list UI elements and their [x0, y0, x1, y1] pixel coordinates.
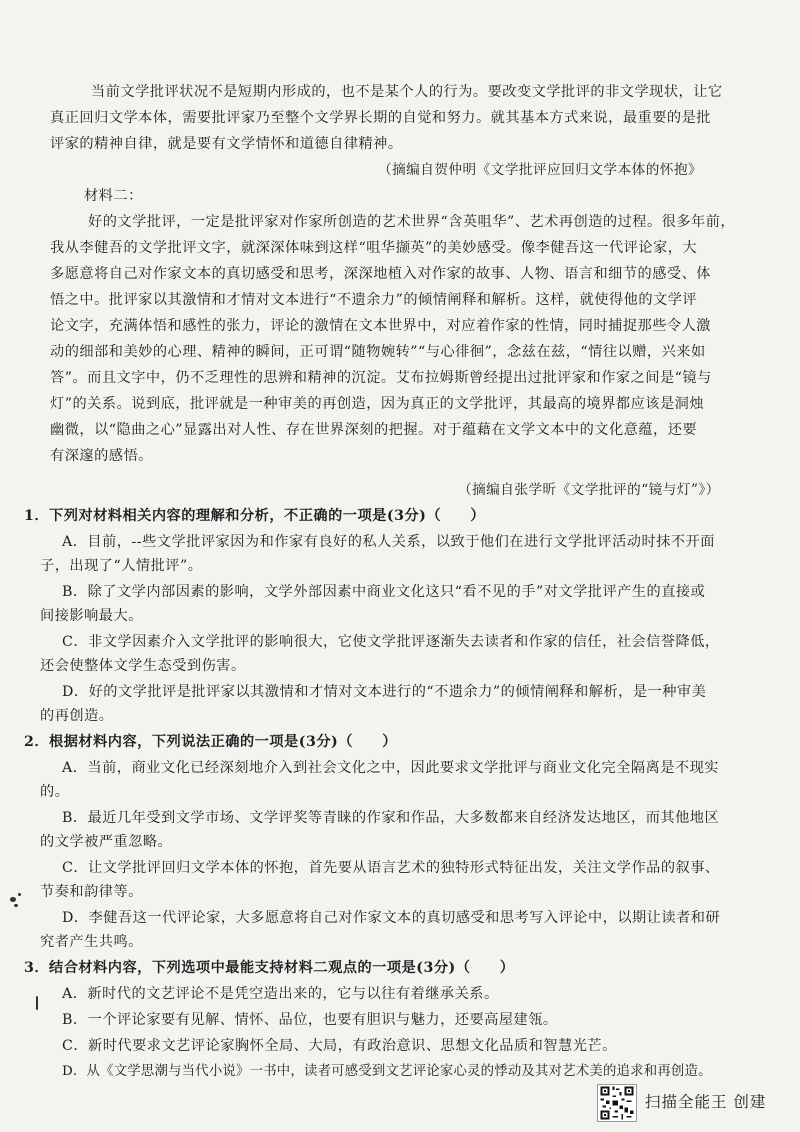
scan-speck [14, 904, 18, 907]
q1-option-c-cont: 还会使整体文学生态受到伤害。 [40, 658, 246, 674]
material2-header: 材料二： [84, 188, 143, 204]
material2-source: （摘编自张学昕《文学批评的“镜与灯”》） [458, 482, 720, 498]
q1-option-a: A．目前，--些文学批评家因为和作家有良好的私人关系，以致于他们在进行文学批评活动时抹不开面 [62, 534, 715, 550]
q2-option-b-cont: 的文学被严重忽略。 [40, 834, 173, 850]
q3-option-a: A．新时代的文艺评论不是凭空造出来的，它与以往有着继承关系。 [62, 986, 499, 1002]
margin-mark [36, 996, 38, 1010]
material2-line: 动的细部和美妙的心理、精神的瞬间，正可谓“随物婉转”“与心徘徊”，念兹在兹，“情往以赠，兴来如 [50, 344, 706, 360]
q1-option-c: C．非文学因素介入文学批评的影响很大，它使文学批评逐渐失去读者和作家的信任，社会信誉降低， [62, 634, 720, 650]
material2-line: 答”。而且文字中，仍不乏理性的思辨和精神的沉淀。艾布拉姆斯曾经提出过批评家和作家之间是“镜与 [50, 370, 712, 386]
material2-line: 我从李健吾的文学批评文字，就深深体味到这样“咀华撷英”的美妙感受。像李健吾这一代评论家，大 [50, 240, 698, 256]
material1-line: 真正回归文学本体，需要批评家乃至整个文学界长期的自觉和努力。就其基本方式来说，最重要的是批 [50, 110, 711, 126]
material2-line: 灯”的关系。说到底，批评就是一种审美的再创造，因为真正的文学批评，其最高的境界都应该是洞烛 [50, 396, 705, 412]
q2-option-b: B．最近几年受到文学市场、文学评奖等青睐的作家和作品，大多数都来自经济发达地区，而其他地区 [62, 810, 720, 826]
q1-option-d: D．好的文学批评是批评家以其激情和才情对文本进行的“不遗余力”的倾情阐释和解析，是一种审美 [62, 684, 707, 700]
q3-option-b: B．一个评论家要有见解、情怀、品位，也要有胆识与魅力，还要高屋建瓴。 [62, 1012, 558, 1028]
watermark-text: 扫描全能王 创建 [645, 1093, 767, 1111]
question-2-stem: 2．根据材料内容，下列说法正确的一项是(3分)（ ） [24, 734, 397, 750]
qr-code-icon [597, 1084, 637, 1122]
q3-option-d: D．从《文学思潮与当代小说》一书中，读者可感受到文艺评论家心灵的悸动及其对艺术美的追求和再创造。 [62, 1064, 712, 1079]
question-1-stem: 1．下列对材料相关内容的理解和分析，不正确的一项是(3分)（ ） [24, 508, 486, 524]
scan-speck [18, 893, 21, 896]
material2-line: 好的文学批评，一定是批评家对作家所创造的艺术世界“含英咀华”、艺术再创造的过程。很多年前， [88, 214, 736, 230]
q1-option-b-cont: 间接影响最大。 [40, 608, 143, 624]
q2-option-c: C．让文学批评回归文学本体的怀抱，首先要从语言艺术的独特形式特征出发，关注文学作品的叙事、 [62, 860, 720, 876]
scan-speck [10, 897, 16, 902]
material1-line: 评家的精神自律，就是要有文学情怀和道德自律精神。 [50, 136, 403, 152]
q2-option-a: A．当前，商业文化已经深刻地介入到社会文化之中，因此要求文学批评与商业文化完全隔离是不现实 [62, 760, 719, 776]
material2-line: 悟之中。批评家以其激情和才情对文本进行“不遗余力”的倾情阐释和解析。这样，就使得他的文学评 [50, 292, 698, 308]
material2-line: 多愿意将自己对作家文本的真切感受和思考，深深地植入对作家的故事、人物、语言和细节的感受、体 [50, 266, 711, 282]
question-3-stem: 3．结合材料内容，下列选项中最能支持材料二观点的一项是(3分)（ ） [24, 960, 515, 976]
material2-line: 幽微，以“隐曲之心”显露出对人性、存在世界深刻的把握。对于蕴藉在文学文本中的文化意蕴，还要 [50, 422, 698, 438]
q1-option-a-cont: 子，出现了“人情批评”。 [40, 558, 203, 574]
material2-line: 论文字，充满体悟和感性的张力，评论的激情在文本世界中，对应着作家的性情，同时捕捉那些令人激 [50, 318, 711, 334]
q2-option-a-cont: 的。 [40, 784, 70, 800]
material1-source: （摘编自贺仲明《文学批评应回归文学本体的怀抱》 [378, 162, 703, 178]
q2-option-d: D．李健吾这一代评论家，大多愿意将自己对作家文本的真切感受和思考写入评论中，以期让读者和研 [62, 910, 721, 926]
material1-line: 当前文学批评状况不是短期内形成的，也不是某个人的行为。要改变文学批评的非文学现状，让它 [91, 84, 723, 100]
q2-option-d-cont: 究者产生共鸣。 [40, 934, 143, 950]
q1-option-d-cont: 的再创造。 [40, 708, 114, 724]
q1-option-b: B．除了文学内部因素的影响，文学外部因素中商业文化这只“看不见的手”对文学批评产生的直接或 [62, 584, 706, 600]
material2-line: 有深邃的感悟。 [50, 448, 153, 464]
q3-option-c: C．新时代要求文艺评论家胸怀全局、大局，有政治意识、思想文化品质和智慧光芒。 [62, 1038, 617, 1054]
q2-option-c-cont: 节奏和韵律等。 [40, 884, 143, 900]
